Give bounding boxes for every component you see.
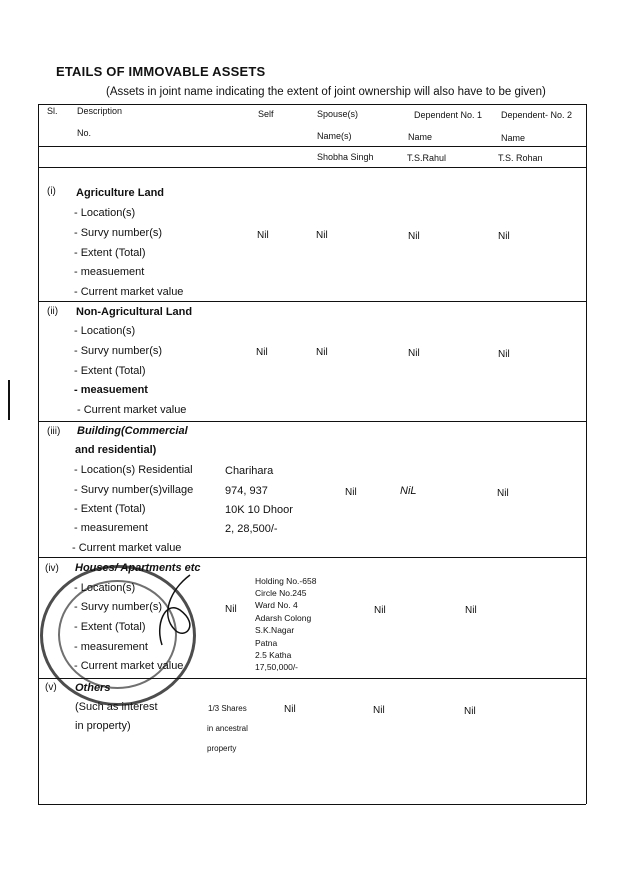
row-label: - Extent (Total) (74, 503, 146, 515)
section-title: Building(Commercial (77, 425, 188, 437)
section-number: (v) (45, 682, 57, 693)
row-label: - Extent (Total) (74, 247, 146, 259)
header-bottom-border (38, 167, 586, 168)
table-right-border (586, 104, 587, 804)
scan-edge-mark (8, 380, 10, 420)
header-spouse-names: Name(s) (317, 131, 352, 141)
row-label: - Location(s) (74, 325, 136, 337)
row-divider-1 (38, 301, 586, 302)
row-label: - Location(s) Residential (74, 464, 193, 476)
row-label: - Survy number(s)village (74, 484, 194, 496)
row-label: - measuement (74, 384, 148, 396)
self-value-line: 2, 28,500/- (225, 523, 278, 535)
row-label: - Current market value (77, 404, 187, 416)
dependent-2-value: Nil (498, 231, 510, 242)
self-value-line: 1/3 Shares (208, 704, 247, 713)
dependent-1-value: Nil (374, 605, 386, 616)
self-value-line: property (207, 744, 237, 753)
row-label: - Extent (Total) (74, 365, 146, 377)
spouse-value-line: 17,50,000/- (255, 662, 299, 672)
row-label: - measurement (74, 641, 148, 653)
row-label: (Such as interest (75, 701, 158, 713)
spouse-value-line: Circle No.245 (255, 588, 307, 598)
dependent-1-value: Nil (408, 231, 420, 242)
row-divider-3 (38, 557, 586, 558)
header-dependent-1-name: Name (408, 132, 433, 142)
self-value: Nil (257, 230, 269, 241)
self-value: Nil (225, 604, 237, 615)
section-number: (iv) (45, 563, 59, 574)
header-self: Self (258, 109, 274, 119)
spouse-value-line: Patna (255, 638, 278, 648)
header-sl: Sl. (47, 106, 58, 116)
row-label: in property) (75, 720, 131, 732)
section-title: Non-Agricultural Land (76, 306, 193, 318)
row-label: - measuement (74, 266, 145, 278)
table-left-border (38, 104, 39, 804)
header-dependent-2: Dependent- No. 2 (501, 110, 573, 120)
dependent-1-value: NiL (400, 485, 417, 497)
dependent-2-person-name: T.S. Rohan (498, 153, 543, 163)
dependent-2-value: Nil (464, 706, 476, 717)
spouse-value-line: Ward No. 4 (255, 600, 298, 610)
dependent-2-value: Nil (465, 605, 477, 616)
spouse-value-line: Adarsh Colong (255, 613, 312, 623)
row-label: - Location(s) (74, 582, 136, 594)
dependent-1-value: Nil (373, 705, 385, 716)
spouse-value: Nil (316, 347, 328, 358)
self-value-line: 10K 10 Dhoor (225, 504, 293, 516)
row-label: - Current market value (74, 286, 184, 298)
signature-icon (150, 570, 210, 650)
row-label: - Location(s) (74, 207, 136, 219)
spouse-value-line: Holding No.-658 (255, 576, 317, 586)
section-title-continued: and residential) (75, 444, 157, 456)
self-value-line: 974, 937 (225, 485, 268, 497)
dependent-1-value: Nil (408, 348, 420, 359)
header-divider (38, 146, 586, 147)
row-divider-2 (38, 421, 586, 422)
row-label: - Survy number(s) (74, 345, 163, 357)
header-dependent-1: Dependent No. 1 (414, 110, 483, 120)
spouse-value: Nil (316, 230, 328, 241)
row-label: - Survy number(s) (74, 601, 163, 613)
page-subtitle: (Assets in joint name indicating the extent of joint ownership will also have to be given) (106, 86, 546, 98)
table-top-border (38, 104, 586, 105)
spouse-person-name: Shobha Singh (317, 152, 374, 162)
dependent-2-value: Nil (498, 349, 510, 360)
spouse-value: Nil (284, 704, 296, 715)
section-number: (iii) (47, 426, 61, 437)
header-spouse: Spouse(s) (317, 109, 359, 119)
header-no: No. (77, 128, 92, 138)
row-label: - Current market value (74, 660, 184, 672)
section-title: Houses/ Apartments etc (75, 562, 201, 574)
header-dependent-2-name: Name (501, 133, 526, 143)
self-value-line: in ancestral (207, 724, 248, 733)
row-label: - Survy number(s) (74, 227, 163, 239)
section-number: (ii) (47, 306, 59, 317)
table-bottom-border (38, 804, 586, 805)
self-value-line: Charihara (225, 465, 274, 477)
section-number: (i) (47, 186, 56, 197)
spouse-value: Nil (345, 487, 357, 498)
section-title: Others (75, 682, 111, 694)
self-value: Nil (256, 347, 268, 358)
dependent-2-value: Nil (497, 488, 509, 499)
spouse-value-line: 2.5 Katha (255, 650, 292, 660)
section-title: Agriculture Land (76, 187, 165, 199)
row-label: - Extent (Total) (74, 621, 146, 633)
spouse-value-line: S.K.Nagar (255, 625, 295, 635)
dependent-1-person-name: T.S.Rahul (407, 153, 447, 163)
header-description: Description (77, 106, 123, 116)
row-label: - Current market value (72, 542, 182, 554)
page-title: ETAILS OF IMMOVABLE ASSETS (56, 64, 266, 79)
row-label: - measurement (74, 522, 148, 534)
